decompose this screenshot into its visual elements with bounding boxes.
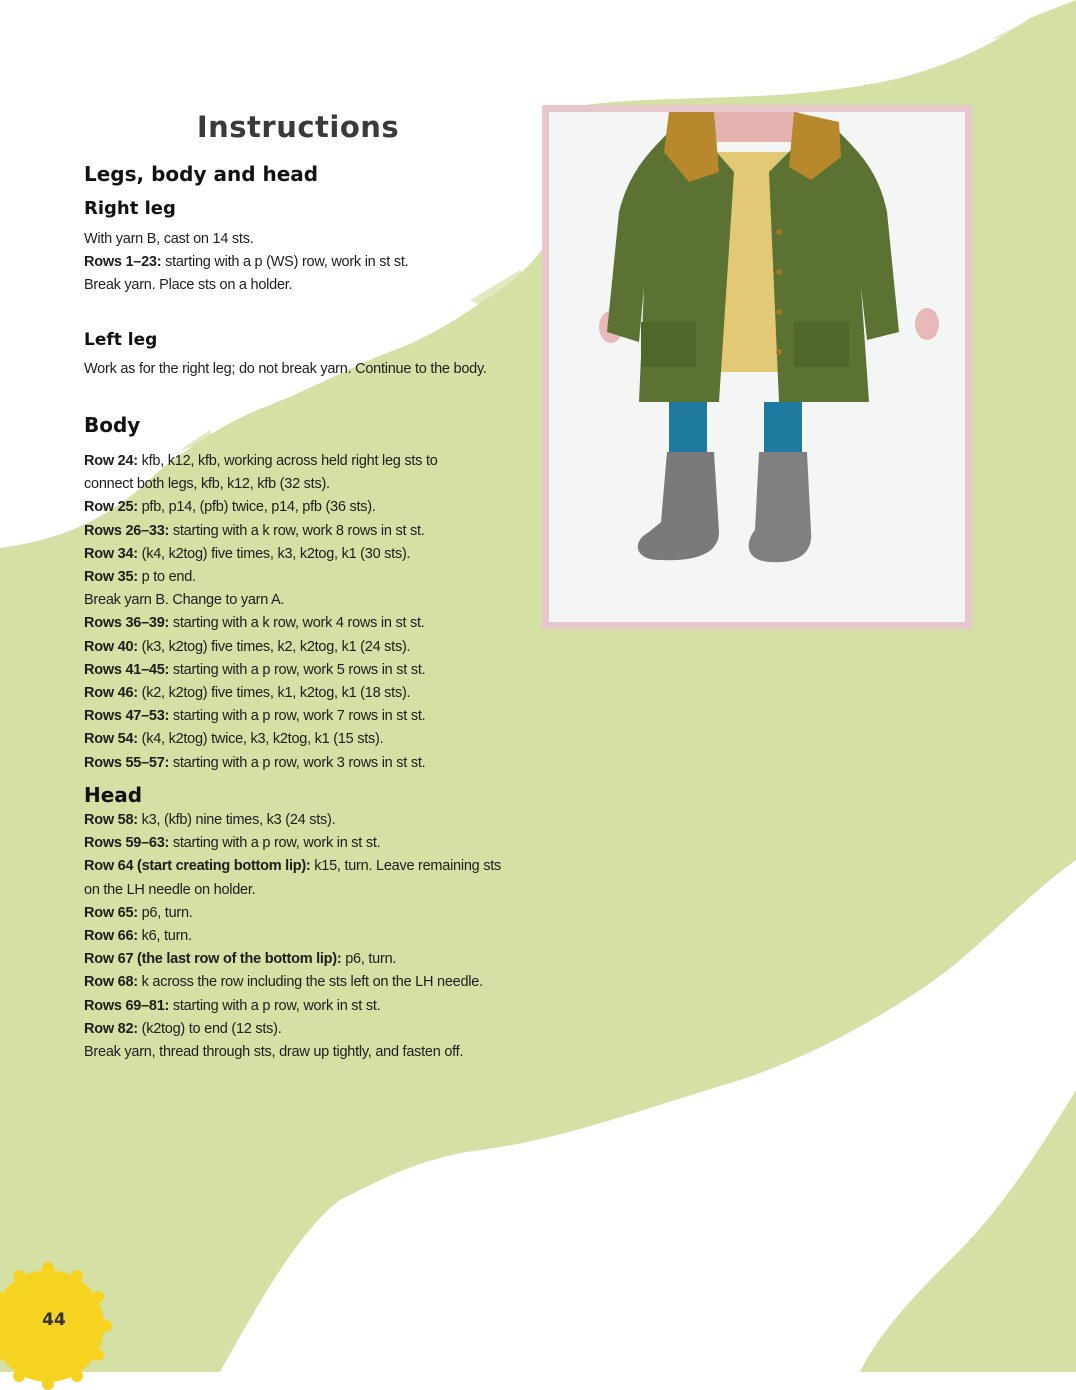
instruction-line: Rows 55–57: starting with a p row, work 3 rows in st st. — [84, 754, 426, 771]
knitted-doll-photo — [549, 112, 965, 622]
instruction-line: Row 67 (the last row of the bottom lip): p6, turn. — [84, 951, 397, 968]
section-heading: Legs, body and head — [84, 162, 319, 186]
right-leg-instructions — [84, 228, 524, 298]
instruction-line: Row 54: (k4, k2tog) twice, k3, k2tog, k1 (15 sts). — [84, 731, 384, 748]
head-instructions — [84, 809, 504, 1064]
instruction-line: Row 46: (k2, k2tog) five times, k1, k2tog, k1 (18 sts). — [84, 685, 411, 702]
instruction-line: Break yarn, thread through sts, draw up tightly, and fasten off. — [84, 1044, 464, 1061]
instruction-line: Rows 69–81: starting with a p row, work in st st. — [84, 997, 381, 1014]
left-leg-heading: Left leg — [84, 330, 158, 350]
instruction-line: Break yarn. Place sts on a holder. — [84, 277, 293, 294]
instruction-line: Row 25: pfb, p14, (pfb) twice, p14, pfb (36 sts). — [84, 499, 376, 516]
page-number: 44 — [42, 1310, 66, 1330]
instruction-line: Row 24: kfb, k12, kfb, working across held right leg sts to connect both legs, kfb, k12, kfb (32 sts). — [84, 453, 438, 493]
instruction-line: Rows 59–63: starting with a p row, work in st st. — [84, 835, 381, 852]
instruction-line: Rows 26–33: starting with a k row, work 8 rows in st st. — [84, 522, 425, 539]
instruction-line: Work as for the right leg; do not break yarn. Continue to the body. — [84, 361, 487, 377]
instruction-line: Row 66: k6, turn. — [84, 928, 192, 945]
instruction-line: Row 82: (k2tog) to end (12 sts). — [84, 1020, 282, 1037]
instruction-line: Row 64 (start creating bottom lip): k15, turn. Leave remaining sts on the LH needle on holder. — [84, 858, 502, 898]
instruction-line: Rows 47–53: starting with a p row, work 7 rows in st st. — [84, 708, 426, 725]
left-leg-instructions — [84, 358, 544, 381]
instruction-line: Row 65: p6, turn. — [84, 904, 193, 921]
instruction-line: Row 34: (k4, k2tog) five times, k3, k2tog, k1 (30 sts). — [84, 545, 411, 562]
instruction-line: Rows 1–23: starting with a p (WS) row, work in st st. — [84, 254, 409, 271]
instruction-line: Break yarn B. Change to yarn A. — [84, 592, 285, 609]
instruction-line: Row 58: k3, (kfb) nine times, k3 (24 sts). — [84, 812, 336, 828]
instruction-line: Row 35: p to end. — [84, 569, 196, 586]
right-leg-heading: Right leg — [84, 198, 176, 219]
instruction-line: With yarn B, cast on 14 sts. — [84, 231, 254, 247]
page-title: Instructions — [196, 110, 400, 144]
body-heading: Body — [84, 413, 141, 437]
instruction-line: Rows 36–39: starting with a k row, work 4 rows in st st. — [84, 615, 425, 632]
instruction-line: Row 68: k across the row including the sts left on the LH needle. — [84, 974, 483, 991]
body-instructions — [84, 450, 474, 775]
head-heading: Head — [84, 783, 143, 807]
instruction-line: Row 40: (k3, k2tog) five times, k2, k2tog, k1 (24 sts). — [84, 638, 411, 655]
instruction-line: Rows 41–45: starting with a p row, work 5 rows in st st. — [84, 661, 426, 678]
